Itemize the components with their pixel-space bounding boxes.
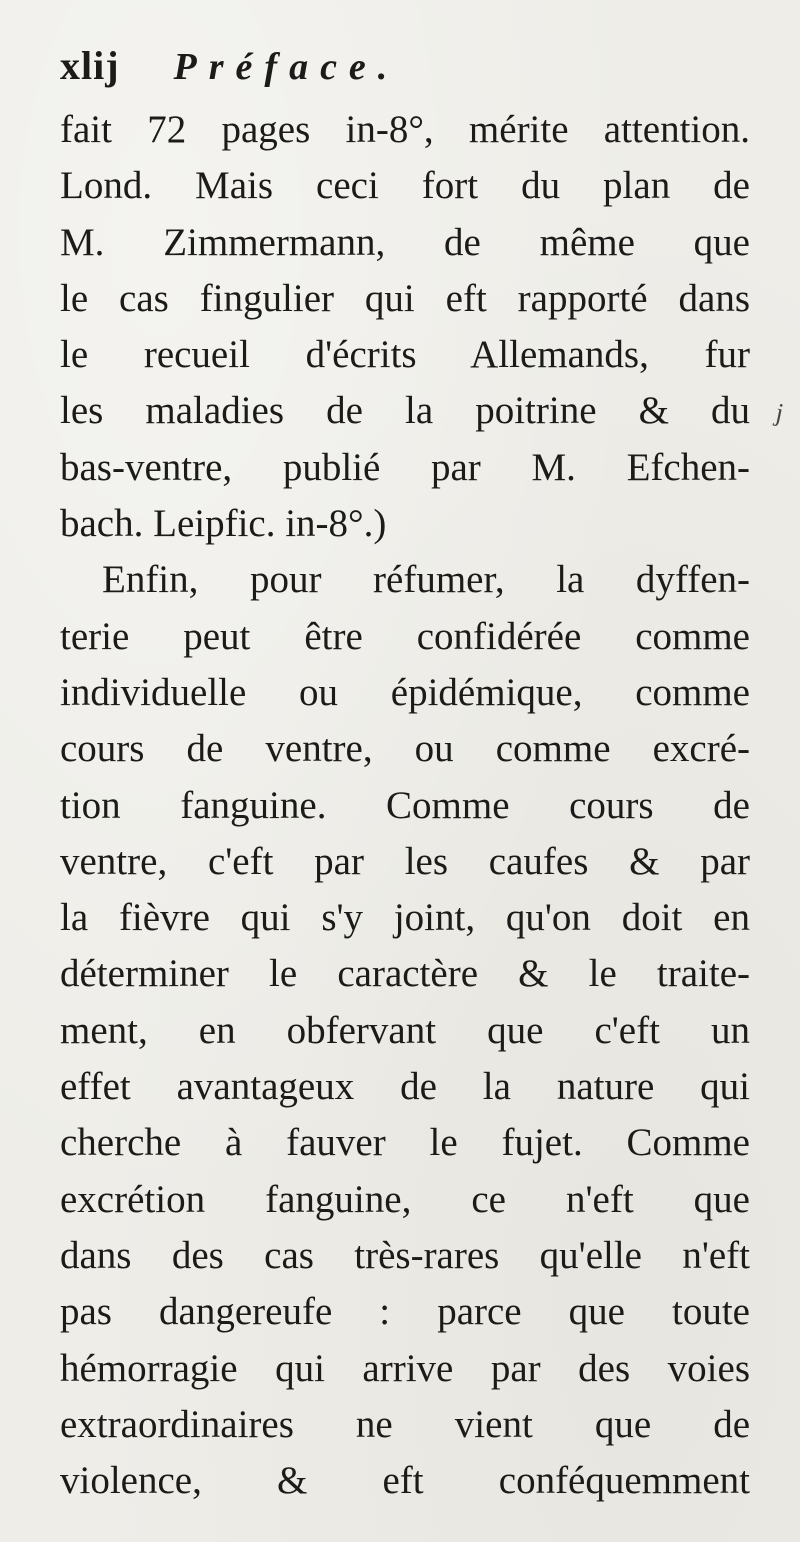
text-line: le recueil d'écrits Allemands, fur <box>60 333 750 377</box>
text-line: terie peut être confidérée comme <box>60 614 750 658</box>
text-line: effet avantageux de la nature qui <box>60 1065 750 1109</box>
margin-mark: j <box>773 397 787 428</box>
text-line: extraordinaires ne vient que de <box>60 1402 750 1446</box>
text-line: individuelle ou épidémique, comme <box>60 670 750 714</box>
text-line: la fièvre qui s'y joint, qu'on doit en <box>60 896 750 940</box>
text-line: hémorragie qui arrive par des voies <box>60 1346 750 1390</box>
text-line: fait 72 pages in-8°, mérite attention. <box>60 108 750 151</box>
page-header <box>60 42 399 92</box>
text-line: ventre, c'eft par les caufes & par <box>60 839 750 883</box>
text-line: pas dangereufe : parce que toute <box>60 1290 750 1334</box>
text-line: cours de ventre, ou comme excré- <box>60 727 750 771</box>
text-line: les maladies de la poitrine & du <box>60 389 750 433</box>
text-line: tion fanguine. Comme cours de <box>60 783 750 827</box>
text-line: M. Zimmermann, de même que <box>60 220 750 264</box>
text-line: ment, en obfervant que c'eft un <box>60 1008 750 1052</box>
text-line: cherche à fauver le fujet. Comme <box>60 1121 750 1165</box>
paragraph-start-line: Enfin, pour réfumer, la dyffen- <box>102 558 750 602</box>
body-text <box>60 102 750 1509</box>
text-line: excrétion fanguine, ce n'eft que <box>60 1177 750 1221</box>
text-line: Lond. Mais ceci fort du plan de <box>60 164 750 208</box>
text-line: bach. Leipfic. in-8°.) <box>60 502 387 546</box>
text-line: déterminer le caractère & le traite- <box>60 952 750 996</box>
running-head: Préface. <box>173 46 400 88</box>
text-line: bas-ventre, publié par M. Efchen- <box>60 445 750 489</box>
text-line: le cas fingulier qui eft rapporté dans <box>60 276 750 320</box>
text-line: dans des cas très-rares qu'elle n'eft <box>60 1233 750 1277</box>
text-line: violence, & eft conféquemment <box>60 1459 750 1503</box>
page-number: xlij <box>60 43 120 88</box>
